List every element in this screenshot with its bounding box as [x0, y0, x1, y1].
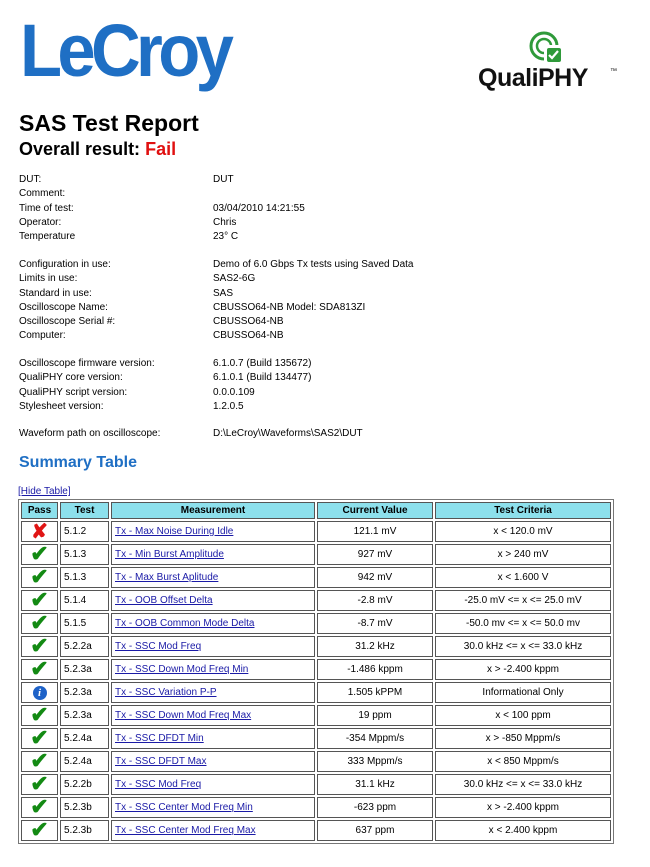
pass-cell	[21, 587, 58, 612]
pass-check-icon: ✔	[30, 748, 49, 773]
header-test-criteria: Test Criteria	[435, 502, 611, 519]
pass-check-icon: ✔	[30, 564, 49, 589]
pass-cell	[21, 748, 58, 773]
trademark-symbol: ™	[610, 68, 617, 75]
info-value: Chris	[213, 216, 237, 228]
pass-check-icon: ✔	[30, 656, 49, 681]
test-criteria-cell: x < 100 ppm	[435, 705, 611, 726]
test-id-cell: 5.2.2a	[60, 636, 109, 657]
info-value: CBUSSO64-NB	[213, 330, 284, 342]
info-label: DUT:	[19, 174, 42, 185]
qualiphy-wordmark: QualiPHY	[478, 64, 588, 92]
measurement-link[interactable]: Tx - SSC Mod Freq	[115, 779, 202, 790]
info-label: Limits in use:	[19, 273, 78, 285]
header-test: Test	[60, 502, 109, 519]
test-criteria-cell: x > -850 Mppm/s	[435, 728, 611, 749]
measurement-link[interactable]: Tx - Max Burst Aplitude	[115, 572, 219, 583]
info-label: Oscilloscope Serial #:	[19, 316, 116, 328]
pass-check-icon: ✔	[30, 725, 49, 750]
test-id-cell: 5.1.2	[60, 521, 109, 542]
pass-cell	[21, 702, 58, 727]
test-id-cell: 5.2.3a	[60, 659, 109, 680]
info-label: QualiPHY script version:	[19, 386, 128, 398]
pass-cell	[21, 541, 58, 566]
measurement-link[interactable]: Tx - SSC Center Mod Freq Min	[115, 802, 253, 813]
overall-result-value: Fail	[145, 139, 177, 159]
current-value-cell: -8.7 mV	[317, 613, 433, 634]
header-measurement: Measurement	[111, 502, 315, 519]
table-row	[21, 751, 611, 772]
current-value-cell: 333 Mppm/s	[317, 751, 433, 772]
pass-check-icon: ✔	[30, 702, 49, 727]
current-value-cell: 31.1 kHz	[317, 774, 433, 795]
current-value-cell: 1.505 kPPM	[317, 682, 433, 703]
info-value: D:\LeCroy\Waveforms\SAS2\DUT	[213, 428, 363, 439]
test-criteria-cell: 30.0 kHz <= x <= 33.0 kHz	[435, 636, 611, 657]
info-label: Oscilloscope firmware version:	[19, 358, 155, 369]
info-label: Configuration in use:	[19, 259, 111, 270]
info-label: Oscilloscope Name:	[19, 301, 108, 313]
test-criteria-cell: 30.0 kHz <= x <= 33.0 kHz	[435, 774, 611, 795]
table-row	[21, 544, 611, 565]
measurement-cell	[111, 636, 315, 657]
measurement-cell	[111, 659, 315, 680]
info-value: CBUSSO64-NB Model: SDA813ZI	[213, 301, 366, 313]
table-row	[21, 682, 611, 703]
qualiphy-logo	[470, 28, 620, 98]
measurement-link[interactable]: Tx - SSC Down Mod Freq Min	[115, 664, 249, 675]
test-id-cell: 5.1.3	[60, 567, 109, 588]
summary-header-row	[21, 502, 611, 519]
info-label: Comment:	[19, 188, 66, 200]
measurement-cell	[111, 774, 315, 795]
info-value: Demo of 6.0 Gbps Tx tests using Saved Data	[213, 259, 414, 270]
qualiphy-check-icon	[528, 30, 564, 66]
test-criteria-cell: x > 240 mV	[435, 544, 611, 565]
current-value-cell: 121.1 mV	[317, 521, 433, 542]
measurement-cell	[111, 705, 315, 726]
test-id-cell: 5.1.5	[60, 613, 109, 634]
measurement-cell	[111, 728, 315, 749]
table-row	[21, 613, 611, 634]
measurement-link[interactable]: Tx - SSC Down Mod Freq Max	[115, 710, 252, 721]
test-id-cell: 5.1.4	[60, 590, 109, 611]
current-value-cell: -2.8 mV	[317, 590, 433, 611]
measurement-cell	[111, 820, 315, 841]
test-criteria-cell: x > -2.400 kppm	[435, 659, 611, 680]
table-row	[21, 636, 611, 657]
info-label: Time of test:	[19, 202, 74, 214]
info-value: 23° C	[213, 231, 239, 243]
test-criteria-cell: x < 120.0 mV	[435, 521, 611, 542]
header-current-value: Current Value	[317, 502, 433, 519]
pass-check-icon: ✔	[30, 541, 49, 566]
test-criteria-cell: x > -2.400 kppm	[435, 797, 611, 818]
pass-check-icon: ✔	[30, 587, 49, 612]
header-pass: Pass	[21, 502, 58, 519]
hide-table-link[interactable]: [Hide Table]	[18, 486, 71, 497]
measurement-link[interactable]: Tx - SSC DFDT Min	[115, 733, 204, 744]
info-value: CBUSSO64-NB	[213, 316, 284, 328]
current-value-cell: 19 ppm	[317, 705, 433, 726]
info-value: 6.1.0.7 (Build 135672)	[213, 358, 312, 369]
table-row	[21, 659, 611, 680]
pass-check-icon: ✔	[30, 794, 49, 819]
test-id-cell: 5.1.3	[60, 544, 109, 565]
info-label: Computer:	[19, 330, 66, 342]
table-row	[21, 521, 611, 542]
test-criteria-cell: Informational Only	[435, 682, 611, 703]
measurement-link[interactable]: Tx - Min Burst Amplitude	[115, 549, 224, 560]
current-value-cell: 31.2 kHz	[317, 636, 433, 657]
measurement-link[interactable]: Tx - SSC Center Mod Freq Max	[115, 825, 256, 836]
table-row	[21, 774, 611, 795]
test-id-cell: 5.2.3a	[60, 682, 109, 703]
overall-result	[19, 139, 176, 160]
pass-cell	[21, 817, 58, 842]
pass-cell	[21, 610, 58, 635]
info-label: Operator:	[19, 216, 62, 228]
pass-cell	[21, 633, 58, 658]
info-label: Temperature	[19, 231, 76, 243]
test-criteria-cell: -25.0 mV <= x <= 25.0 mV	[435, 590, 611, 611]
info-icon: i	[33, 686, 47, 700]
current-value-cell: -623 ppm	[317, 797, 433, 818]
info-value: 03/04/2010 14:21:55	[213, 202, 305, 214]
report-title: SAS Test Report	[19, 110, 199, 136]
info-label: QualiPHY core version:	[19, 372, 123, 384]
table-row	[21, 728, 611, 749]
measurement-cell	[111, 567, 315, 588]
info-value: SAS2-6G	[213, 273, 256, 285]
measurement-link[interactable]: Tx - OOB Offset Delta	[115, 595, 213, 606]
test-id-cell: 5.2.3b	[60, 797, 109, 818]
info-value: DUT	[213, 174, 234, 185]
current-value-cell: -354 Mppm/s	[317, 728, 433, 749]
current-value-cell: 942 mV	[317, 567, 433, 588]
measurement-link[interactable]: Tx - OOB Common Mode Delta	[115, 618, 255, 629]
test-id-cell: 5.2.2b	[60, 774, 109, 795]
pass-cell	[21, 725, 58, 750]
test-id-cell: 5.2.3b	[60, 820, 109, 841]
info-label: Waveform path on oscilloscope:	[19, 428, 161, 439]
info-label: Stylesheet version:	[19, 400, 104, 412]
pass-check-icon: ✔	[30, 633, 49, 658]
info-value: SAS	[213, 287, 234, 299]
current-value-cell: -1.486 kppm	[317, 659, 433, 680]
measurement-link[interactable]: Tx - SSC DFDT Max	[115, 756, 207, 767]
test-criteria-cell: -50.0 mv <= x <= 50.0 mv	[435, 613, 611, 634]
overall-result-label: Overall result:	[19, 139, 141, 159]
table-row	[21, 705, 611, 726]
table-row	[21, 820, 611, 841]
current-value-cell: 637 ppm	[317, 820, 433, 841]
pass-cell	[21, 771, 58, 796]
measurement-link[interactable]: Tx - Max Noise During Idle	[115, 526, 234, 537]
pass-cell	[21, 794, 58, 819]
info-label: Standard in use:	[19, 287, 92, 299]
test-criteria-cell: x < 2.400 kppm	[435, 820, 611, 841]
current-value-cell: 927 mV	[317, 544, 433, 565]
measurement-cell	[111, 544, 315, 565]
measurement-cell	[111, 521, 315, 542]
measurement-cell	[111, 682, 315, 703]
test-criteria-cell: x < 850 Mppm/s	[435, 751, 611, 772]
test-id-cell: 5.2.4a	[60, 728, 109, 749]
table-row	[21, 797, 611, 818]
measurement-link[interactable]: Tx - SSC Mod Freq	[115, 641, 202, 652]
fail-cross-icon: ✘	[31, 520, 48, 543]
lecroy-logo: LeCroy	[20, 9, 230, 92]
measurement-cell	[111, 613, 315, 634]
summary-table	[18, 499, 614, 844]
pass-check-icon: ✔	[30, 771, 49, 796]
measurement-cell	[111, 751, 315, 772]
pass-cell	[21, 682, 58, 703]
measurement-cell	[111, 590, 315, 611]
test-criteria-cell: x < 1.600 V	[435, 567, 611, 588]
pass-cell	[21, 521, 58, 542]
table-row	[21, 590, 611, 611]
measurement-link[interactable]: Tx - SSC Variation P-P	[115, 687, 217, 698]
pass-cell	[21, 656, 58, 681]
test-id-cell: 5.2.4a	[60, 751, 109, 772]
info-value: 6.1.0.1 (Build 134477)	[213, 372, 312, 384]
table-row	[21, 567, 611, 588]
pass-check-icon: ✔	[30, 610, 49, 635]
info-value: 0.0.0.109	[213, 386, 255, 398]
summary-table-title: Summary Table	[19, 454, 137, 471]
pass-check-icon: ✔	[30, 817, 49, 842]
info-value: 1.2.0.5	[213, 400, 244, 412]
measurement-cell	[111, 797, 315, 818]
pass-cell	[21, 564, 58, 589]
test-id-cell: 5.2.3a	[60, 705, 109, 726]
